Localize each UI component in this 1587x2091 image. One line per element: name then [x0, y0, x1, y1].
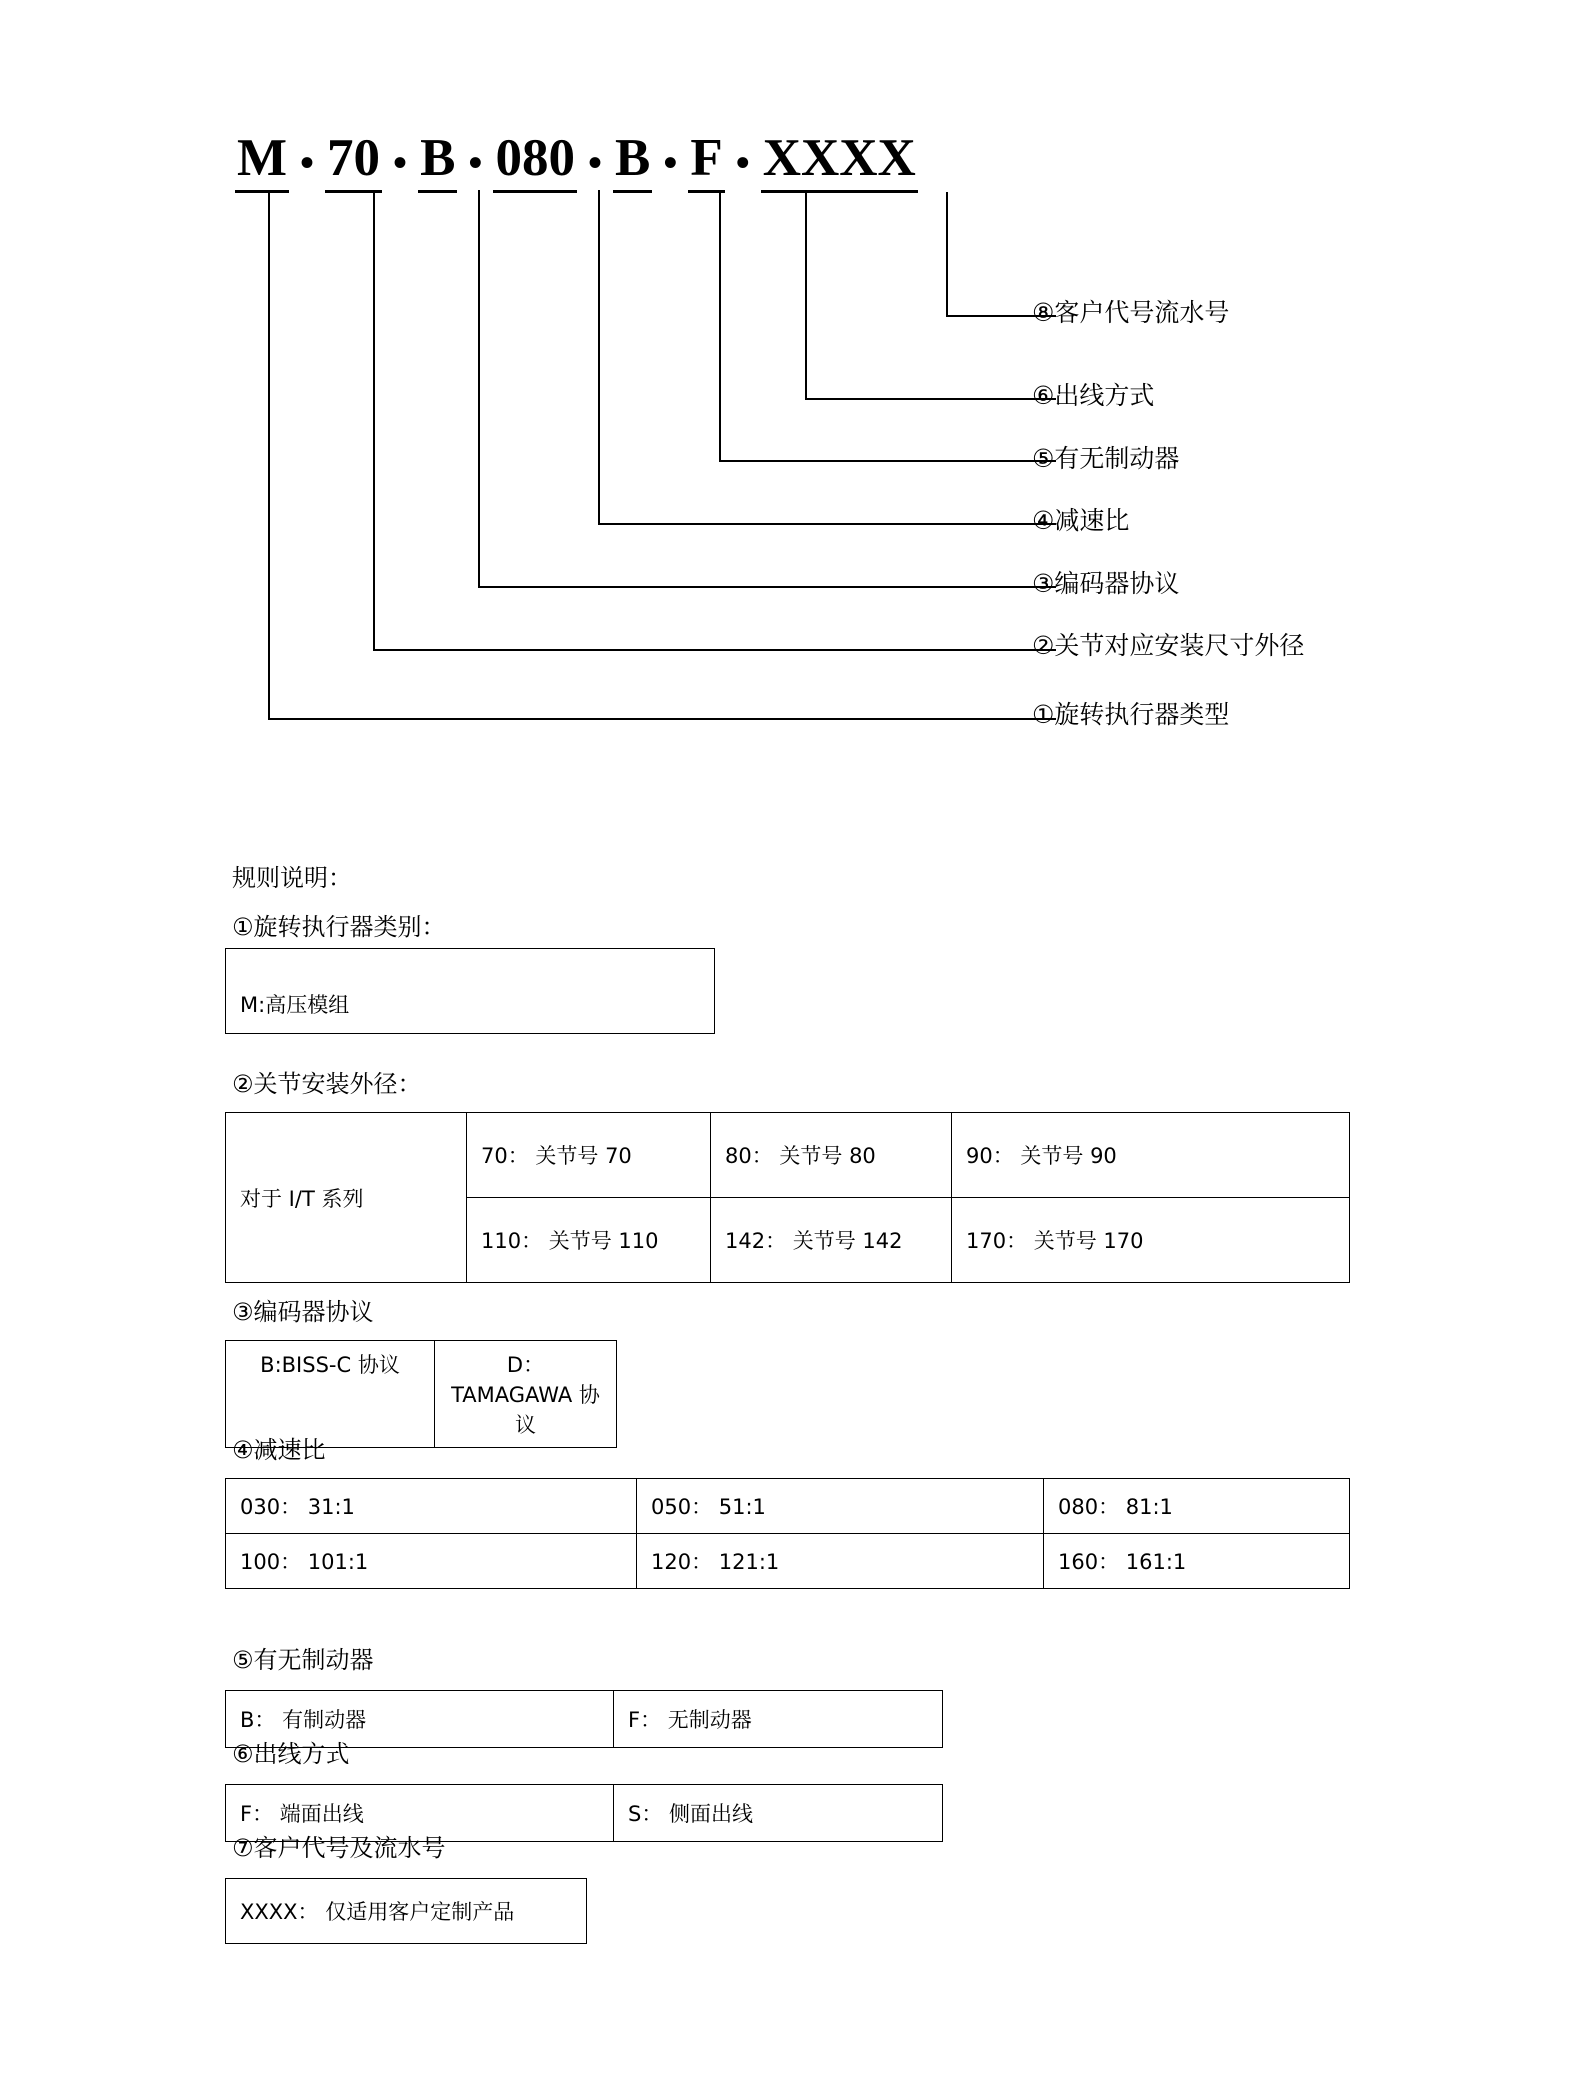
diagram-label-2	[1032, 633, 1304, 658]
diagram-marker-4: ④	[1032, 506, 1055, 535]
table-cell-protocol-biss: B:BISS-C 协议	[226, 1341, 435, 1448]
leader-line-vertical-1	[268, 190, 270, 718]
table-row	[226, 1341, 617, 1448]
table-cell-outlet-side: S： 侧面出线	[614, 1785, 943, 1842]
code-segment-3: B	[418, 132, 457, 193]
leader-line-horizontal-6	[805, 398, 1056, 400]
code-separator-2: •	[393, 139, 408, 185]
diagram-text-6: 出线方式	[1054, 381, 1155, 410]
table-row	[226, 949, 715, 1034]
diagram-label-4	[1032, 508, 1129, 533]
table-cell-joint-142: 142： 关节号 142	[711, 1198, 952, 1283]
code-separator-4: •	[587, 139, 602, 185]
table-cell-actuator-type: M:高压模组	[226, 949, 715, 1034]
diagram-text-5: 有无制动器	[1054, 444, 1180, 473]
section-3-title: ③编码器协议	[232, 1298, 374, 1326]
code-separator-3: •	[468, 139, 483, 185]
table-cell-series-header: 对于 I/T 系列	[226, 1113, 467, 1283]
table-cell-protocol-tamagawa: D： TAMAGAWA 协议	[435, 1341, 617, 1448]
code-segment-6: F	[688, 132, 724, 193]
diagram-label-6	[1032, 383, 1154, 408]
leader-line-vertical-2	[373, 190, 375, 649]
diagram-text-7: 客户代号流水号	[1054, 298, 1230, 327]
section-4-title: ④减速比	[232, 1436, 326, 1464]
section-5-title: ⑤有无制动器	[232, 1646, 374, 1674]
table-customer-code	[225, 1878, 587, 1944]
code-separator-5: •	[663, 139, 678, 185]
diagram-marker-5: ⑤	[1032, 444, 1055, 473]
table-cell-ratio-030: 030： 31:1	[226, 1479, 637, 1534]
diagram-text-2: 关节对应安装尺寸外径	[1054, 631, 1305, 660]
table-reduction-ratio	[225, 1478, 1350, 1589]
section-6-title: ⑥出线方式	[232, 1740, 350, 1768]
code-segment-4: 080	[493, 132, 577, 193]
leader-line-vertical-3	[478, 190, 480, 586]
leader-line-horizontal-3	[478, 586, 1056, 588]
table-cell-joint-90: 90： 关节号 90	[952, 1113, 1350, 1198]
table-cell-ratio-050: 050： 51:1	[637, 1479, 1044, 1534]
table-cell-customer-code: XXXX： 仅适用客户定制产品	[226, 1879, 587, 1944]
code-segment-7: XXXX	[761, 132, 918, 193]
leader-line-horizontal-5	[719, 460, 1056, 462]
diagram-label-3	[1032, 571, 1179, 596]
section-2-title: ②关节安装外径：	[232, 1070, 422, 1098]
diagram-label-1	[1032, 702, 1229, 727]
leader-line-vertical-5	[719, 190, 721, 460]
code-separator-6: •	[735, 139, 750, 185]
diagram-marker-7: ⑧	[1032, 298, 1055, 327]
table-actuator-category	[225, 948, 715, 1034]
code-separator-1: •	[300, 139, 315, 185]
table-row	[226, 1534, 1350, 1589]
table-cell-outlet-face: F： 端面出线	[226, 1785, 614, 1842]
diagram-text-3: 编码器协议	[1054, 569, 1180, 598]
table-cell-ratio-080: 080： 81:1	[1044, 1479, 1350, 1534]
diagram-text-4: 减速比	[1054, 506, 1130, 535]
rules-heading: 规则说明：	[232, 864, 352, 892]
diagram-marker-6: ⑥	[1032, 381, 1055, 410]
leader-line-horizontal-1	[268, 718, 1056, 720]
leader-line-vertical-6	[805, 190, 807, 398]
table-cell-joint-170: 170： 关节号 170	[952, 1198, 1350, 1283]
table-cell-joint-80: 80： 关节号 80	[711, 1113, 952, 1198]
table-row	[226, 1691, 943, 1748]
table-cell-brake-with: B： 有制动器	[226, 1691, 614, 1748]
code-segment-1: M	[235, 132, 289, 193]
diagram-marker-3: ③	[1032, 569, 1055, 598]
diagram-label-7	[1032, 300, 1229, 325]
leader-line-horizontal-2	[373, 649, 1056, 651]
code-segment-5: B	[613, 132, 652, 193]
leader-line-horizontal-4	[598, 523, 1056, 525]
table-cell-joint-110: 110： 关节号 110	[467, 1198, 711, 1283]
diagram-marker-2: ②	[1032, 631, 1055, 660]
table-cell-ratio-100: 100： 101:1	[226, 1534, 637, 1589]
table-row	[226, 1879, 587, 1944]
section-7-title: ⑦客户代号及流水号	[232, 1834, 446, 1862]
table-cell-ratio-160: 160： 161:1	[1044, 1534, 1350, 1589]
diagram-label-5	[1032, 446, 1179, 471]
table-encoder-protocol	[225, 1340, 617, 1448]
section-1-title: ①旋转执行器类别：	[232, 913, 446, 941]
table-cell-joint-70: 70： 关节号 70	[467, 1113, 711, 1198]
code-segment-2: 70	[325, 132, 382, 193]
table-joint-diameter	[225, 1112, 1350, 1283]
table-row	[226, 1785, 943, 1842]
diagram-text-1: 旋转执行器类型	[1054, 700, 1230, 729]
table-cell-brake-without: F： 无制动器	[614, 1691, 943, 1748]
diagram-marker-1: ①	[1032, 700, 1055, 729]
model-code-string	[235, 129, 918, 193]
leader-line-vertical-4	[598, 190, 600, 523]
leader-line-vertical-7	[946, 192, 948, 315]
table-row	[226, 1479, 1350, 1534]
table-cell-ratio-120: 120： 121:1	[637, 1534, 1044, 1589]
table-row	[226, 1113, 1350, 1198]
